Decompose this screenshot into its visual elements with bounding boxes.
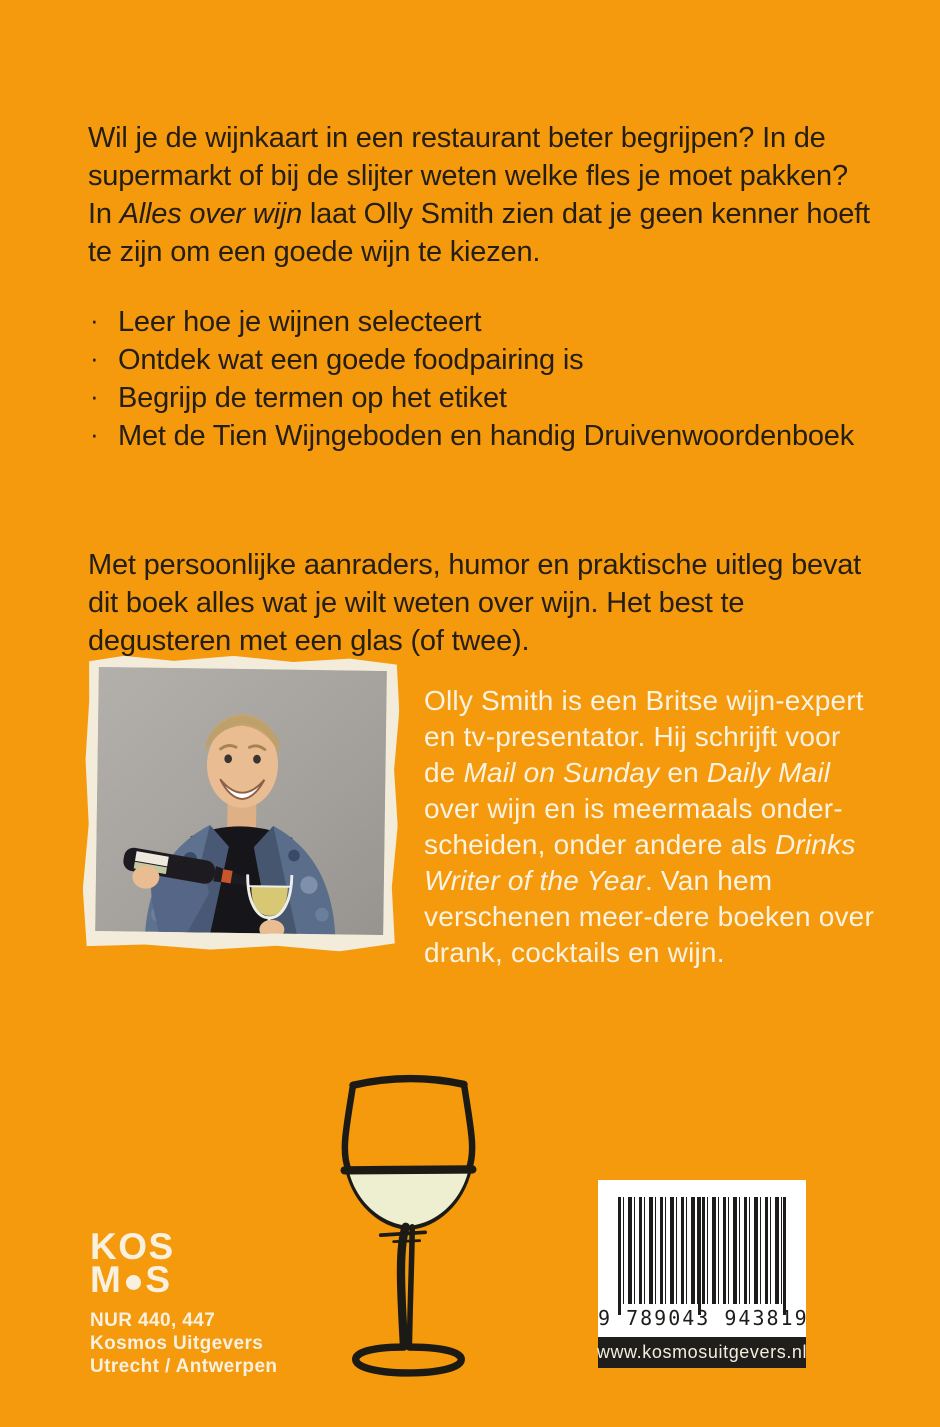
list-item-text: Begrijp de termen op het etiket [118,382,507,414]
list-item [88,303,868,341]
book-title-italic: Alles over wijn [119,198,302,230]
bullet-icon: · [90,419,99,449]
bio-text-1: Olly Smith is een Britse wijn-expert en tv-presentator. Hij schrijft voor de [424,685,864,788]
kosmos-logo-dot-icon [126,1275,141,1290]
intro-text-2: laat Olly Smith zien dat je geen kenner hoeft te zijn om een goede wijn te kiezen. [88,198,870,268]
barcode-guard-middle [698,1197,701,1315]
list-item-text: Met de Tien Wijngeboden en handig Druivenwoordenboek [118,420,855,452]
list-item-text: Leer hoe je wijnen selecteert [118,306,482,338]
barcode-guard-left [618,1197,621,1315]
wine-glass-illustration [316,1048,501,1400]
feature-list [88,303,868,455]
imprint-lines [90,1309,277,1378]
wine-glass-icon [316,1048,501,1400]
list-item [88,417,868,455]
kosmos-logo-m: M [90,1259,123,1300]
bio-text-2: en [659,757,707,788]
barcode-block [596,1180,809,1368]
publisher-block [90,1226,278,1378]
intro-text-1: Wil je de wijnkaart in een restaurant beter begrijpen? In de supermarkt of bij de slijter weten welke fles je moet pakken? In [88,122,848,230]
list-item-text: Ontdek wat een goede foodpairing is [118,344,584,376]
closing-paragraph: Met persoonlijke aanraders, humor en praktische uitleg bevat dit boek alles wat je wilt weten over wijn. Het best te degusteren met een glas (of twee). [88,549,862,657]
publisher-cities: Utrecht / Antwerpen [90,1356,278,1377]
bio-italic-daily-mail: Daily Mail [706,757,831,788]
author-photo [95,667,387,935]
publisher-website-bar [598,1337,806,1368]
barcode-bars [618,1197,786,1304]
list-item [88,379,868,417]
kosmos-logo [90,1226,277,1300]
author-bio [424,683,876,971]
author-photo-frame [82,654,400,952]
author-photo-illustration [95,667,387,935]
publisher-name: Kosmos Uitgevers [90,1333,264,1354]
intro-paragraph [88,119,876,271]
kosmos-logo-row2 [90,1259,277,1300]
bio-text-4: . Van hem verschenen meer-dere boeken over drank, cocktails en wijn. [424,865,874,968]
list-item [88,341,868,379]
bio-italic-drinks-writer: Drinks Writer of the Year [424,829,856,896]
bullet-icon: · [90,305,99,335]
bio-text-3: over wijn en is meermaals onder-scheiden, onder andere als [424,793,843,860]
bullet-icon: · [90,343,99,373]
isbn-number: 9 789043 943819 [598,1306,809,1330]
kosmos-logo-s: S [145,1259,172,1300]
bullet-icon: · [90,381,99,411]
barcode-guard-right [783,1197,786,1315]
publisher-website: www.kosmosuitgevers.nl [596,1342,808,1362]
kosmos-logo-row1: KOS [90,1226,175,1267]
nur-code: NUR 440, 447 [90,1310,216,1331]
bio-italic-mail-on-sunday: Mail on Sunday [463,757,660,788]
